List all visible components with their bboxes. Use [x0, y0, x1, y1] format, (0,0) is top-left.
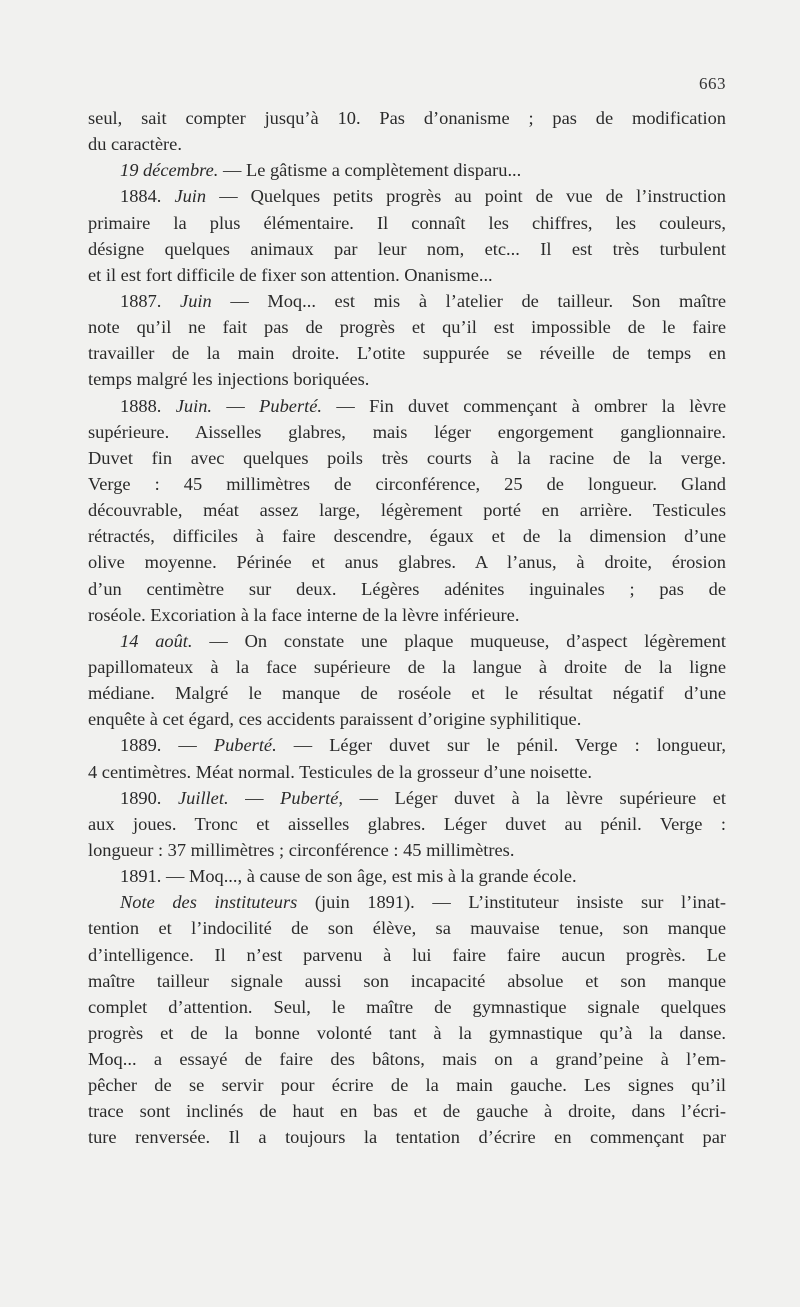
text-line: [88, 288, 726, 314]
text-line: [88, 523, 726, 549]
text-line: [88, 942, 726, 968]
text-line: [88, 785, 726, 811]
text-line: [88, 340, 726, 366]
italic-text: Puberté.: [213, 735, 277, 756]
text-run: complet d’attention. Seul, le maître de gymnastique signale quelques: [88, 996, 726, 1017]
text-run: Verge : 45 millimètres de circonférence, 25 de longueur. Gland: [88, 473, 726, 494]
text-line: [88, 706, 726, 732]
text-run: papillomateux à la face supérieure de la langue à droite de la ligne: [88, 656, 726, 677]
text-run: tention et l’indocilité de son élève, sa mauvaise tenue, son manque: [88, 918, 726, 939]
text-run: roséole. Excoriation à la face interne de la lèvre inférieure.: [88, 604, 520, 625]
text-line: [88, 105, 726, 131]
text-run: —: [212, 395, 260, 416]
text-line: [88, 314, 726, 340]
text-run: (juin 1891). — L’instituteur insiste sur l’inat-: [297, 892, 726, 913]
text-line: [88, 157, 726, 183]
text-line: [88, 811, 726, 837]
text-line: [88, 628, 726, 654]
italic-text: Juin: [180, 290, 212, 311]
text-line: [88, 183, 726, 209]
text-line: [88, 837, 726, 863]
text-run: 1891. — Moq..., à cause de son âge, est mis à la grande école.: [120, 866, 577, 887]
italic-text: Puberté,: [280, 787, 343, 808]
text-run: —: [228, 787, 281, 808]
text-line: [88, 549, 726, 575]
text-run: primaire la plus élémentaire. Il connaît les chiffres, les couleurs,: [88, 212, 726, 233]
italic-text: Juin: [174, 186, 207, 207]
text-run: désigne quelques animaux par leur nom, etc... Il est très turbulent: [88, 238, 726, 259]
text-run: du caractère.: [88, 134, 182, 155]
text-line: [88, 1072, 726, 1098]
text-line: [88, 994, 726, 1020]
text-line: [88, 471, 726, 497]
text-line: [88, 863, 726, 889]
text-run: temps malgré les injections boriquées.: [88, 369, 370, 390]
text-run: 1888.: [120, 395, 176, 416]
text-line: [88, 1020, 726, 1046]
text-run: 1890.: [120, 787, 178, 808]
italic-text: Juin.: [175, 395, 213, 416]
text-line: [88, 131, 726, 157]
text-line: [88, 1124, 726, 1150]
text-line: [88, 419, 726, 445]
text-run: enquête à cet égard, ces accidents paraissent d’origine syphilitique.: [88, 709, 582, 730]
italic-text: Note des instituteurs: [120, 892, 298, 913]
text-line: [88, 445, 726, 471]
text-run: travailler de la main droite. L’otite suppurée se réveille de temps en: [88, 343, 726, 364]
text-run: 1889. —: [120, 735, 214, 756]
text-line: [88, 393, 726, 419]
text-run: Duvet fin avec quelques poils très courts à la racine de la verge.: [88, 447, 726, 468]
text-run: découvrable, méat assez large, légèrement porté en arrière. Testicules: [88, 500, 726, 521]
text-run: — Léger duvet sur le pénil. Verge : longueur,: [276, 735, 726, 756]
text-line: [88, 654, 726, 680]
text-run: — Moq... est mis à l’atelier de tailleur. Son maître: [211, 290, 726, 311]
text-run: supérieure. Aisselles glabres, mais léger engorgement ganglionnaire.: [88, 421, 726, 442]
page-number: 663: [699, 74, 726, 93]
text-line: [88, 236, 726, 262]
text-run: olive moyenne. Périnée et anus glabres. A l’anus, à droite, érosion: [88, 552, 726, 573]
text-run: pêcher de se servir pour écrire de la main gauche. Les signes qu’il: [88, 1075, 726, 1096]
text-run: — Le gâtisme a complètement disparu...: [218, 160, 522, 181]
italic-text: 19 décembre.: [120, 160, 219, 181]
text-line: [88, 968, 726, 994]
text-line: [88, 602, 726, 628]
text-line: [88, 915, 726, 941]
text-line: [88, 1098, 726, 1124]
text-line: [88, 366, 726, 392]
text-run: — Léger duvet à la lèvre supérieure et: [342, 787, 726, 808]
body-text: [88, 105, 726, 1151]
text-run: d’un centimètre sur deux. Légères adénites inguinales ; pas de: [88, 578, 726, 599]
text-line: [88, 732, 726, 758]
text-line: [88, 1046, 726, 1072]
text-run: médiane. Malgré le manque de roséole et le résultat négatif d’une: [88, 683, 726, 704]
text-line: [88, 210, 726, 236]
text-run: ture renversée. Il a toujours la tentation d’écrire en commençant par: [88, 1127, 726, 1148]
text-run: trace sont inclinés de haut en bas et de gauche à droite, dans l’écri-: [88, 1101, 726, 1122]
text-run: longueur : 37 millimètres ; circonférence : 45 millimètres.: [88, 839, 515, 860]
text-line: [88, 759, 726, 785]
text-run: 1887.: [120, 290, 181, 311]
text-run: — On constate une plaque muqueuse, d’aspect légèrement: [192, 630, 726, 651]
text-run: aux joues. Tronc et aisselles glabres. Léger duvet au pénil. Verge :: [88, 813, 726, 834]
text-run: 4 centimètres. Méat normal. Testicules de la grosseur d’une noisette.: [88, 761, 592, 782]
text-run: note qu’il ne fait pas de progrès et qu’il est impossible de le faire: [88, 317, 726, 338]
text-run: d’intelligence. Il n’est parvenu à lui faire faire aucun progrès. Le: [88, 944, 726, 965]
text-run: — Quelques petits progrès au point de vue de l’instruction: [206, 186, 726, 207]
text-run: et il est fort difficile de fixer son attention. Onanisme...: [88, 264, 493, 285]
text-line: [88, 262, 726, 288]
italic-text: 14 août.: [120, 630, 193, 651]
text-run: maître tailleur signale aussi son incapacité absolue et son manque: [88, 970, 726, 991]
text-run: — Fin duvet commençant à ombrer la lèvre: [321, 395, 726, 416]
text-run: rétractés, difficiles à faire descendre, égaux et de la dimension d’une: [88, 526, 726, 547]
text-run: seul, sait compter jusqu’à 10. Pas d’onanisme ; pas de modification: [88, 108, 726, 128]
text-line: [88, 576, 726, 602]
italic-text: Puberté.: [259, 395, 322, 416]
text-line: [88, 889, 726, 915]
text-line: [88, 497, 726, 523]
text-run: progrès et de la bonne volonté tant à la gymnastique qu’à la danse.: [88, 1022, 726, 1043]
italic-text: Juillet.: [177, 787, 229, 808]
text-run: Moq... a essayé de faire des bâtons, mais on a grand’peine à l’em-: [88, 1049, 726, 1070]
text-run: 1884.: [120, 186, 175, 207]
text-line: [88, 680, 726, 706]
